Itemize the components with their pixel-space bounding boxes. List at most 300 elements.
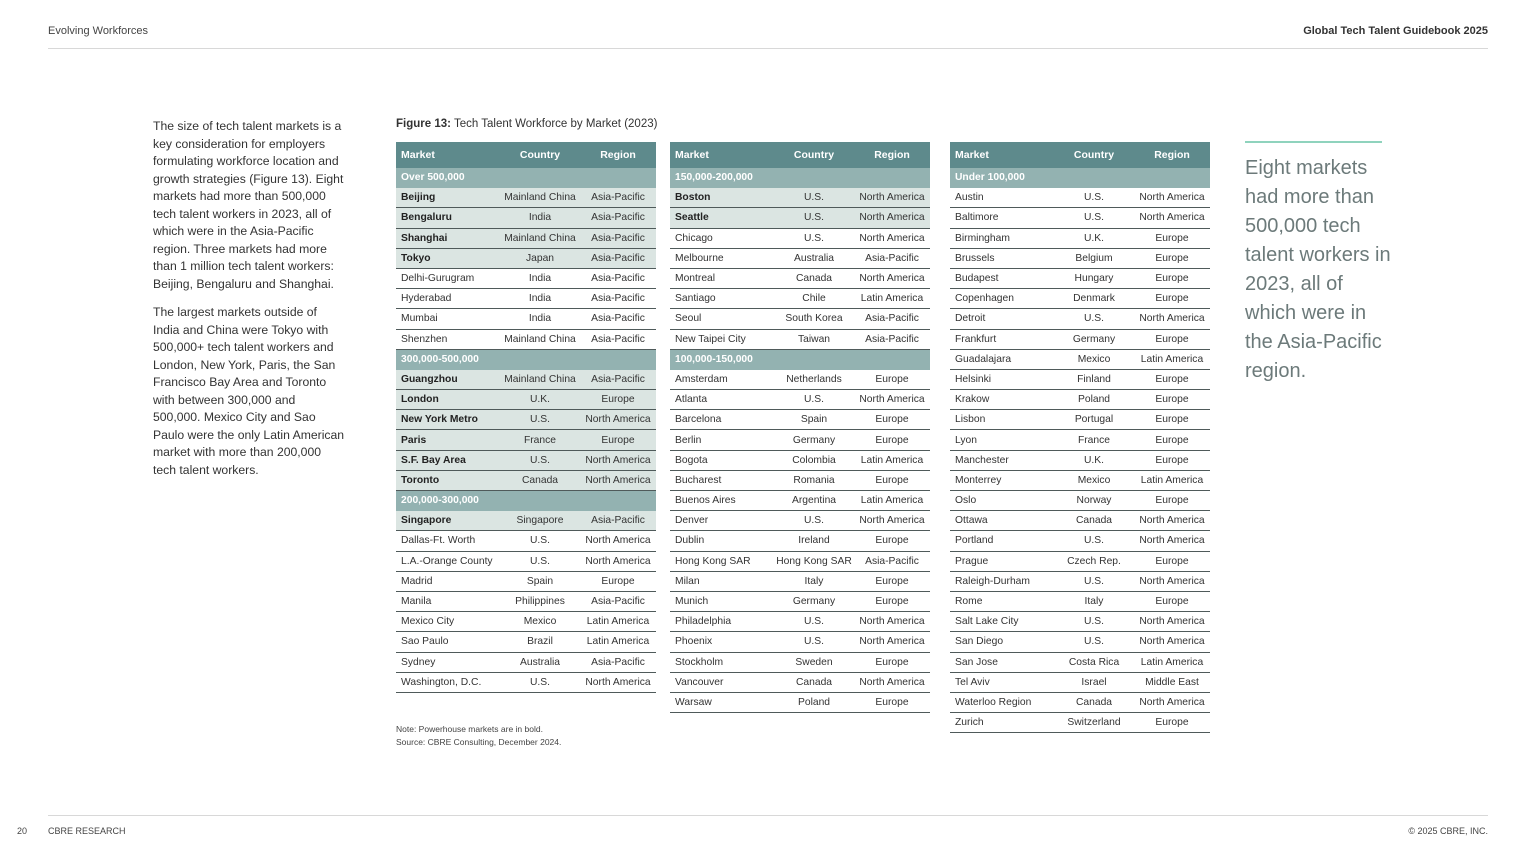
region-cell: North America [1139, 313, 1205, 325]
country-cell: U.S. [529, 414, 551, 426]
country-cell: Mainland China [504, 192, 576, 204]
market-cell: Lisbon [955, 414, 986, 426]
country-cell: Canada [1075, 696, 1113, 708]
table-row [670, 693, 930, 713]
intro-text [153, 118, 345, 479]
country-cell: Denmark [1073, 293, 1115, 305]
country-cell: Singapore [516, 515, 564, 527]
country-cell: Canada [795, 273, 833, 285]
figure-title [396, 118, 657, 130]
section-label: Under 100,000 [955, 172, 1025, 184]
region-cell: North America [585, 414, 651, 426]
market-cell: Madrid [401, 575, 433, 587]
section-row [670, 350, 930, 370]
table-row [670, 249, 930, 269]
region-cell: Europe [1155, 394, 1189, 406]
table-row [670, 430, 930, 450]
country-cell: U.S. [803, 232, 825, 244]
market-cell: Copenhagen [955, 293, 1014, 305]
country-cell: U.S. [529, 454, 551, 466]
table-row [670, 552, 930, 572]
table-row [950, 713, 1210, 733]
country-cell: Switzerland [1067, 717, 1121, 729]
region-cell: Asia-Pacific [591, 293, 645, 305]
country-cell: U.S. [803, 192, 825, 204]
table-row [396, 430, 656, 450]
region-cell: North America [1139, 515, 1205, 527]
country-cell: Canada [521, 474, 559, 486]
country-cell: U.S. [1083, 616, 1105, 628]
table-row [396, 451, 656, 471]
table-row [950, 289, 1210, 309]
market-cell: Mexico City [401, 616, 455, 628]
header-country: Country [1073, 149, 1115, 161]
table-row [950, 410, 1210, 430]
table-row [950, 249, 1210, 269]
market-cell: Lyon [955, 434, 977, 446]
region-cell: Europe [1155, 232, 1189, 244]
table-row [670, 572, 930, 592]
table-row [950, 471, 1210, 491]
market-cell: Amsterdam [675, 373, 728, 385]
table-column-3 [950, 142, 1210, 733]
region-cell: Europe [1155, 717, 1189, 729]
table-row [670, 491, 930, 511]
region-cell: Middle East [1145, 676, 1199, 688]
table-row [396, 269, 656, 289]
region-cell: Asia-Pacific [591, 212, 645, 224]
country-cell: Argentina [791, 495, 837, 507]
intro-paragraph-2: The largest markets outside of India and China were Tokyo with 500,000+ tech talent workers and London, New York, Paris, the San Francisco Bay Area and Toronto with between 300,000 and 500,000. Mexico City and Sao Paulo were the only Latin American market with more than 200,000 tech talent workers. [153, 305, 345, 477]
table-row [396, 531, 656, 551]
market-cell: Singapore [401, 515, 452, 527]
section-row [396, 168, 656, 188]
country-cell: France [1077, 434, 1111, 446]
country-cell: France [523, 434, 557, 446]
table-row [670, 390, 930, 410]
table-row [396, 208, 656, 228]
table-row [396, 390, 656, 410]
region-cell: Europe [1155, 293, 1189, 305]
country-cell: Japan [525, 252, 555, 264]
country-cell: Belgium [1075, 252, 1113, 264]
market-cell: Hyderabad [401, 293, 452, 305]
country-cell: U.S. [803, 212, 825, 224]
region-cell: North America [1139, 575, 1205, 587]
header-region: Region [874, 149, 910, 161]
country-cell: Australia [519, 656, 561, 668]
region-cell: Europe [1155, 454, 1189, 466]
region-cell: Asia-Pacific [865, 313, 919, 325]
market-cell: Seoul [675, 313, 702, 325]
header-market: Market [401, 149, 435, 161]
section-row [396, 491, 656, 511]
table-row [670, 673, 930, 693]
country-cell: Mexico [1077, 353, 1111, 365]
market-cell: New Taipei City [675, 333, 746, 345]
market-cell: Zurich [955, 717, 984, 729]
table-row [950, 451, 1210, 471]
country-cell: Finland [1077, 373, 1111, 385]
market-cell: Helsinki [955, 373, 992, 385]
country-cell: Italy [804, 575, 824, 587]
market-cell: Washington, D.C. [401, 676, 482, 688]
country-cell: Romania [793, 474, 835, 486]
region-cell: Latin America [586, 636, 650, 648]
table-row [950, 390, 1210, 410]
country-cell: Czech Rep. [1067, 555, 1121, 567]
market-cell: Beijing [401, 192, 436, 204]
table-row [396, 572, 656, 592]
table-row [670, 511, 930, 531]
country-cell: Germany [792, 596, 836, 608]
market-cell: Guangzhou [401, 373, 458, 385]
table-notes [396, 723, 561, 749]
market-cell: Paris [401, 434, 427, 446]
market-cell: Raleigh-Durham [955, 575, 1030, 587]
table-row [950, 188, 1210, 208]
table-row [396, 653, 656, 673]
table-header [670, 142, 930, 168]
country-cell: Mexico [1077, 474, 1111, 486]
region-cell: Latin America [1140, 656, 1204, 668]
region-cell: Europe [1155, 495, 1189, 507]
market-cell: London [401, 394, 439, 406]
table-row [670, 229, 930, 249]
region-cell: Asia-Pacific [591, 252, 645, 264]
country-cell: Germany [792, 434, 836, 446]
country-cell: U.S. [529, 535, 551, 547]
market-cell: Mumbai [401, 313, 438, 325]
market-cell: Montreal [675, 273, 716, 285]
table-header [950, 142, 1210, 168]
country-cell: U.S. [803, 636, 825, 648]
country-cell: Spain [526, 575, 554, 587]
region-cell: North America [859, 273, 925, 285]
market-cell: Seattle [675, 212, 709, 224]
market-cell: Tokyo [401, 252, 431, 264]
table-row [950, 511, 1210, 531]
table-row [396, 471, 656, 491]
figure-label: Figure 13: [396, 118, 451, 130]
region-cell: Asia-Pacific [591, 656, 645, 668]
region-cell: Latin America [1140, 474, 1204, 486]
country-cell: Italy [1084, 596, 1104, 608]
pull-quote-rule [1245, 141, 1382, 143]
region-cell: Latin America [860, 454, 924, 466]
market-cell: Chicago [675, 232, 713, 244]
region-cell: Asia-Pacific [591, 192, 645, 204]
region-cell: Europe [875, 575, 909, 587]
table-row [396, 188, 656, 208]
table-row [950, 612, 1210, 632]
country-cell: U.S. [1083, 212, 1105, 224]
market-cell: Denver [675, 515, 709, 527]
region-cell: North America [859, 616, 925, 628]
table-row [670, 269, 930, 289]
region-cell: Europe [1155, 596, 1189, 608]
market-cell: Munich [675, 596, 709, 608]
country-cell: U.S. [529, 676, 551, 688]
region-cell: Asia-Pacific [865, 555, 919, 567]
country-cell: U.S. [1083, 313, 1105, 325]
country-cell: U.K. [1083, 232, 1105, 244]
market-cell: Rome [955, 596, 983, 608]
table-row [670, 309, 930, 329]
region-cell: North America [1139, 212, 1205, 224]
market-cell: Guadalajara [955, 353, 1012, 365]
market-cell: Frankfurt [955, 333, 997, 345]
market-cell: Toronto [401, 474, 440, 486]
market-cell: Portland [955, 535, 994, 547]
country-cell: Germany [1072, 333, 1116, 345]
market-cell: Prague [955, 555, 989, 567]
country-cell: Chile [802, 293, 826, 305]
market-cell: Buenos Aires [675, 495, 736, 507]
region-cell: Europe [875, 474, 909, 486]
intro-paragraph-1: The size of tech talent markets is a key consideration for employers formulating workforce location and growth strategies (Figure 13). Eight markets had more than 500,000 tech talent workers in 2023, all of which were in the Asia-Pacific region. Three markets had more than 1 million tech talent workers: Beijing, Bengaluru and Shanghai. [153, 119, 344, 291]
region-cell: Europe [601, 394, 635, 406]
country-cell: U.S. [1083, 535, 1105, 547]
country-cell: Poland [1077, 394, 1111, 406]
market-cell: Bucharest [675, 474, 722, 486]
pull-quote: Eight markets had more than 500,000 tech talent workers in 2023, all of which were in the Asia-Pacific region. [1245, 157, 1391, 382]
table-row [396, 309, 656, 329]
header-divider [48, 48, 1488, 49]
section-label: 200,000-300,000 [401, 495, 479, 507]
country-cell: Poland [797, 696, 831, 708]
table-row [670, 592, 930, 612]
country-cell: South Korea [785, 313, 843, 325]
table-row [950, 552, 1210, 572]
country-cell: U.K. [1083, 454, 1105, 466]
country-cell: U.S. [1083, 192, 1105, 204]
region-cell: Latin America [586, 616, 650, 628]
table-row [396, 612, 656, 632]
section-label: Over 500,000 [401, 172, 465, 184]
table-row [950, 229, 1210, 249]
footer-divider [48, 815, 1488, 816]
region-cell: Asia-Pacific [865, 333, 919, 345]
country-cell: Norway [1076, 495, 1112, 507]
header-region: Region [1154, 149, 1190, 161]
market-cell: Shanghai [401, 232, 448, 244]
table-row [950, 370, 1210, 390]
country-cell: U.S. [1083, 636, 1105, 648]
figure-caption: Tech Talent Workforce by Market (2023) [453, 118, 658, 130]
country-cell: Ireland [798, 535, 830, 547]
table-row [396, 592, 656, 612]
market-cell: L.A.-Orange County [401, 555, 493, 567]
section-label: 150,000-200,000 [675, 172, 753, 184]
market-cell: Monterrey [955, 474, 1002, 486]
region-cell: Asia-Pacific [591, 273, 645, 285]
market-cell: Hong Kong SAR [675, 555, 751, 567]
table-row [670, 632, 930, 652]
market-cell: Dallas-Ft. Worth [401, 535, 476, 547]
table-row [670, 188, 930, 208]
section-row [670, 168, 930, 188]
region-cell: North America [859, 232, 925, 244]
market-cell: Bogota [675, 454, 708, 466]
table-row [950, 309, 1210, 329]
market-cell: Tel Aviv [955, 676, 990, 688]
table-row [670, 289, 930, 309]
table-row [950, 653, 1210, 673]
region-cell: Europe [875, 696, 909, 708]
region-cell: North America [585, 676, 651, 688]
country-cell: Canada [1075, 515, 1113, 527]
header-market: Market [955, 149, 989, 161]
region-cell: North America [1139, 696, 1205, 708]
table-row [950, 330, 1210, 350]
region-cell: Europe [1155, 252, 1189, 264]
market-cell: Austin [955, 192, 984, 204]
table-row [670, 208, 930, 228]
country-cell: India [528, 273, 552, 285]
country-cell: Spain [800, 414, 828, 426]
table-row [670, 471, 930, 491]
market-cell: Shenzhen [401, 333, 448, 345]
table-column-2 [670, 142, 930, 713]
region-cell: Europe [875, 373, 909, 385]
region-cell: Europe [601, 575, 635, 587]
table-row [396, 289, 656, 309]
market-cell: Detroit [955, 313, 986, 325]
country-cell: India [528, 313, 552, 325]
table-row [670, 410, 930, 430]
table-row [670, 451, 930, 471]
header-region: Region [600, 149, 636, 161]
table-row [396, 511, 656, 531]
country-cell: Brazil [527, 636, 553, 648]
table-row [670, 370, 930, 390]
region-cell: North America [1139, 535, 1205, 547]
region-cell: North America [859, 394, 925, 406]
table-row [670, 531, 930, 551]
header-market: Market [675, 149, 709, 161]
country-cell: Hungary [1074, 273, 1114, 285]
country-cell: Mainland China [504, 373, 576, 385]
table-row [396, 249, 656, 269]
market-cell: Oslo [955, 495, 977, 507]
region-cell: North America [585, 555, 651, 567]
table-row [396, 632, 656, 652]
country-cell: U.S. [529, 555, 551, 567]
region-cell: North America [859, 192, 925, 204]
region-cell: Latin America [860, 495, 924, 507]
market-cell: Birmingham [955, 232, 1010, 244]
market-cell: San Jose [955, 656, 998, 668]
country-cell: Taiwan [797, 333, 831, 345]
table-row [950, 673, 1210, 693]
market-cell: Brussels [955, 252, 995, 264]
region-cell: Europe [1155, 333, 1189, 345]
header-country: Country [793, 149, 835, 161]
market-cell: New York Metro [401, 414, 478, 426]
region-cell: Asia-Pacific [591, 596, 645, 608]
country-cell: India [528, 212, 552, 224]
market-cell: Baltimore [955, 212, 999, 224]
source-text: Source: CBRE Consulting, December 2024. [396, 737, 562, 747]
country-cell: Mexico [523, 616, 557, 628]
region-cell: North America [859, 515, 925, 527]
country-cell: Portugal [1074, 414, 1114, 426]
region-cell: Latin America [1140, 353, 1204, 365]
table-row [950, 491, 1210, 511]
region-cell: North America [585, 454, 651, 466]
market-cell: Delhi-Gurugram [401, 273, 475, 285]
country-cell: Australia [793, 252, 835, 264]
region-cell: North America [585, 474, 651, 486]
market-cell: Philadelphia [675, 616, 732, 628]
region-cell: North America [859, 636, 925, 648]
market-cell: Budapest [955, 273, 999, 285]
market-cell: Melbourne [675, 252, 724, 264]
table-header [396, 142, 656, 168]
note-text: Note: Powerhouse markets are in bold. [396, 724, 543, 734]
region-cell: Europe [875, 535, 909, 547]
region-cell: Europe [1155, 414, 1189, 426]
section-title: Evolving Workforces [48, 25, 149, 37]
region-cell: North America [585, 535, 651, 547]
country-cell: Canada [795, 676, 833, 688]
market-cell: Barcelona [675, 414, 722, 426]
market-cell: Manila [401, 596, 432, 608]
market-cell: S.F. Bay Area [401, 454, 466, 466]
region-cell: Europe [1155, 373, 1189, 385]
market-cell: Milan [675, 575, 700, 587]
market-cell: Manchester [955, 454, 1009, 466]
region-cell: North America [1139, 616, 1205, 628]
region-cell: Latin America [860, 293, 924, 305]
country-cell: Sweden [795, 656, 833, 668]
region-cell: North America [859, 212, 925, 224]
market-cell: Sao Paulo [401, 636, 449, 648]
section-label: 300,000-500,000 [401, 353, 479, 365]
country-cell: Israel [1081, 676, 1107, 688]
region-cell: Asia-Pacific [591, 313, 645, 325]
section-label: 100,000-150,000 [675, 353, 753, 365]
market-cell: Stockholm [675, 656, 724, 668]
table-row [950, 592, 1210, 612]
region-cell: Asia-Pacific [591, 373, 645, 385]
market-cell: Vancouver [675, 676, 724, 688]
table-row [396, 410, 656, 430]
region-cell: Europe [875, 434, 909, 446]
country-cell: Philippines [515, 596, 565, 608]
region-cell: North America [1139, 192, 1205, 204]
footer-brand: CBRE RESEARCH [48, 826, 126, 836]
region-cell: Asia-Pacific [865, 252, 919, 264]
country-cell: Mainland China [504, 333, 576, 345]
table-row [950, 430, 1210, 450]
country-cell: Costa Rica [1068, 656, 1120, 668]
table-row [950, 269, 1210, 289]
region-cell: Europe [875, 656, 909, 668]
region-cell: Europe [1155, 273, 1189, 285]
table-row [396, 552, 656, 572]
table-row [950, 572, 1210, 592]
region-cell: Europe [1155, 434, 1189, 446]
region-cell: Asia-Pacific [591, 232, 645, 244]
table-row [670, 330, 930, 350]
region-cell: Asia-Pacific [591, 515, 645, 527]
table-row [396, 673, 656, 693]
market-cell: Atlanta [675, 394, 708, 406]
market-cell: Boston [675, 192, 711, 204]
market-cell: Santiago [675, 293, 716, 305]
